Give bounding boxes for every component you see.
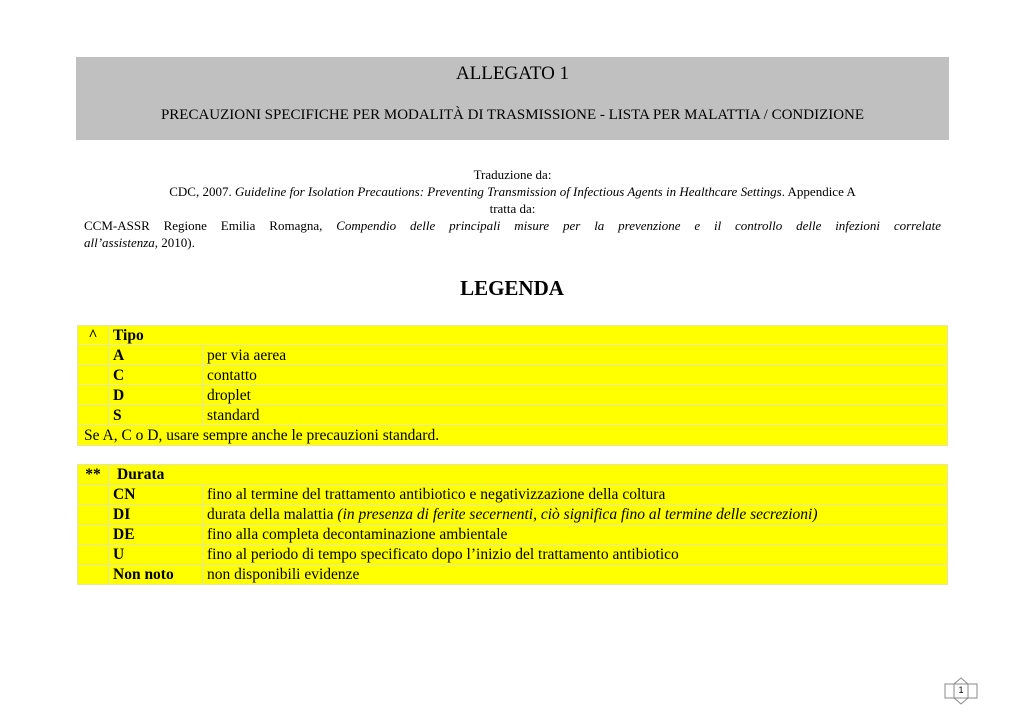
table-row [78, 326, 948, 346]
table-row [78, 525, 948, 545]
durata-desc-italic: (in presenza di ferite secernenti, ciò significa fino al termine delle secrezioni) [337, 506, 818, 523]
table-row [78, 426, 948, 446]
table-row [78, 366, 948, 386]
tipo-code: D [109, 386, 203, 406]
source-line-cdc [84, 183, 941, 200]
header-box [76, 57, 949, 140]
durata-heading: Durata [109, 465, 948, 485]
empty-cell [78, 485, 109, 505]
tipo-desc: standard [203, 406, 948, 426]
document-title: ALLEGATO 1 [455, 63, 570, 84]
durata-desc [203, 525, 948, 545]
durata-code: U [109, 545, 203, 565]
table-row [78, 565, 948, 585]
cdc-suffix: . Appendice A [781, 184, 856, 199]
durata-code: CN [109, 485, 203, 505]
empty-cell [78, 565, 109, 585]
empty-cell [78, 505, 109, 525]
ccm-title-line1: Compendio delle principali misure per la prevenzione e il controllo delle infezioni correlate [336, 218, 941, 233]
empty-cell [78, 406, 109, 426]
table-row [78, 386, 948, 406]
empty-cell [78, 366, 109, 386]
ccm-prefix: CCM-ASSR Regione Emilia Romagna, [84, 218, 337, 233]
durata-legend-table [77, 464, 948, 585]
durata-desc [203, 545, 948, 565]
empty-cell [78, 386, 109, 406]
page-number-badge [944, 677, 978, 705]
tipo-note: Se A, C o D, usare sempre anche le precauzioni standard. [78, 426, 948, 446]
source-line-taken-from: tratta da: [489, 201, 536, 216]
tipo-code: C [109, 366, 203, 386]
table-row [78, 485, 948, 505]
table-row [78, 545, 948, 565]
page-number: 1 [958, 685, 964, 695]
legend-title: LEGENDA [460, 276, 564, 300]
tipo-heading: Tipo [109, 326, 948, 346]
tipo-legend-table [77, 325, 948, 446]
source-line-translation: Traduzione da: [473, 167, 552, 182]
empty-cell [78, 525, 109, 545]
durata-symbol: ** [78, 465, 109, 485]
durata-desc [203, 565, 948, 585]
tipo-desc: droplet [203, 386, 948, 406]
tipo-code: A [109, 346, 203, 366]
source-line-ccm [84, 217, 941, 234]
durata-desc-text: durata della malattia [207, 506, 338, 523]
cdc-title: Guideline for Isolation Precautions: Preventing Transmission of Infectious Agents in Healthcare Settings [234, 184, 782, 199]
source-line-ccm-cont [84, 234, 941, 251]
durata-desc [203, 485, 948, 505]
cdc-prefix: CDC, 2007. [169, 184, 235, 199]
durata-code: DE [109, 525, 203, 545]
tipo-code: S [109, 406, 203, 426]
table-row [78, 346, 948, 366]
tipo-desc: per via aerea [203, 346, 948, 366]
tipo-desc: contatto [203, 366, 948, 386]
durata-desc-text: non disponibili evidenze [207, 566, 360, 583]
durata-desc-text: fino al periodo di tempo specificato dopo l’inizio del trattamento antibiotico [207, 546, 679, 563]
empty-cell [78, 346, 109, 366]
table-row [78, 505, 948, 525]
ccm-suffix: , 2010). [154, 235, 195, 250]
empty-cell [78, 545, 109, 565]
durata-desc-text: fino alla completa decontaminazione ambientale [207, 526, 508, 543]
document-subtitle: PRECAUZIONI SPECIFICHE PER MODALITÀ DI TRASMISSIONE - LISTA PER MALATTIA / CONDIZIONE [160, 107, 865, 123]
table-row [78, 465, 948, 485]
ccm-title-line2: all’assistenza [84, 235, 155, 250]
durata-desc-text: fino al termine del trattamento antibiotico e negativizzazione della coltura [207, 486, 666, 503]
durata-code: DI [109, 505, 203, 525]
tipo-symbol: ^ [78, 326, 109, 346]
durata-desc [203, 505, 948, 525]
table-row [78, 406, 948, 426]
durata-code: Non noto [109, 565, 203, 585]
